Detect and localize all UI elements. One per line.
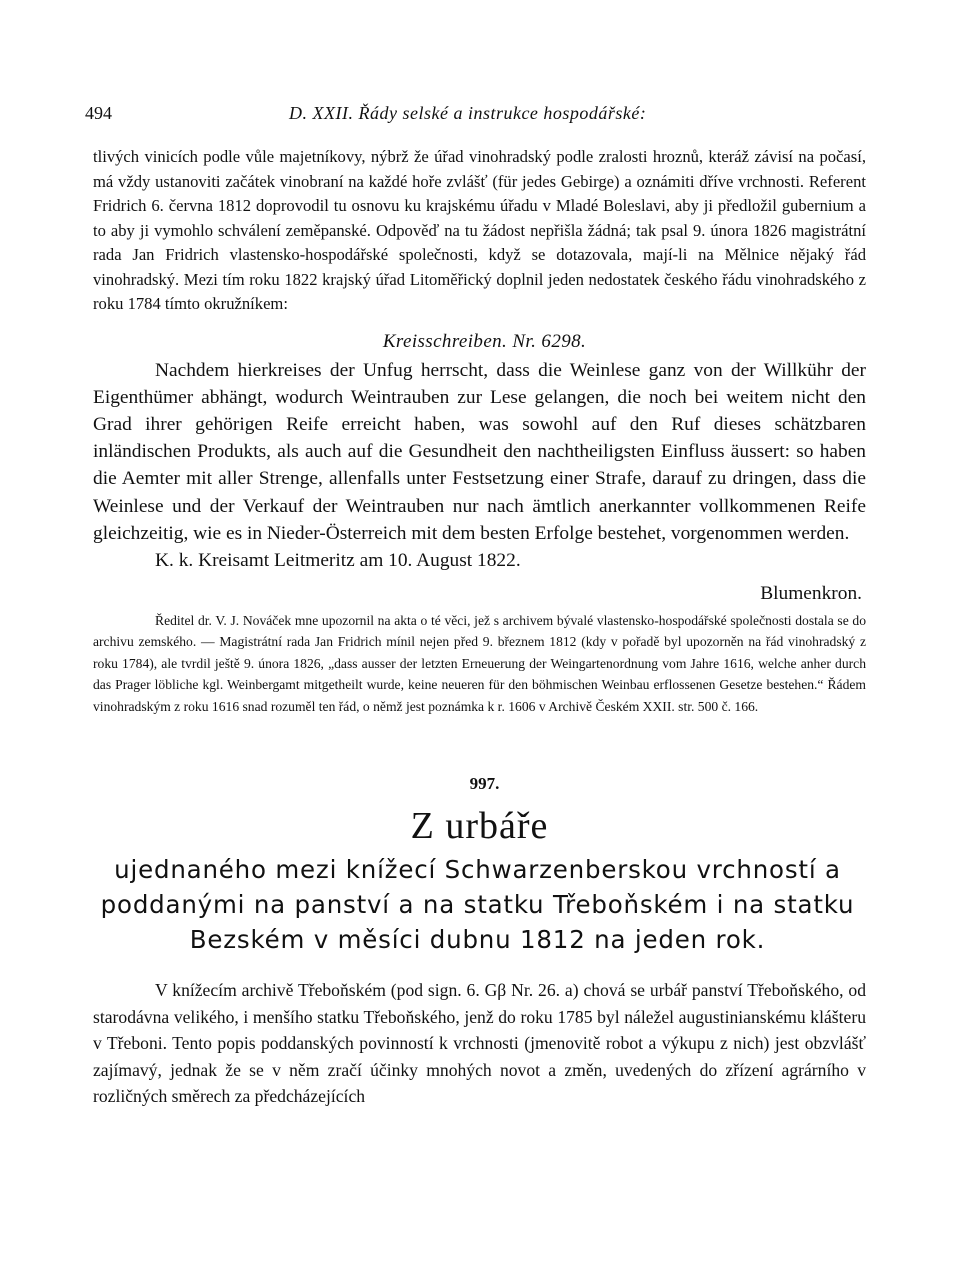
section-subtitle: ujednaného mezi knížecí Schwarzenberskou vrchností a poddanými na panství a na statku Třeboňském i na statku Bezském v měsíci dubnu 1812 na jeden rok. bbox=[100, 855, 855, 955]
document-text: Nachdem hierkreises der Unfug herrscht, dass die Weinlese ganz von der Willkühr der Eigenthümer abhängt, wodurch Weintrauben zur Lese gelangen, die noch bei weitem nicht den Grad ihrer gehörigen Reife erreicht haben, was sowohl auf den Ruf dieses schätzbaren inländischen Produkts, als auch auf die Gesundheit den nachtheiligsten Einfluss äussert: so haben die Aemter mit aller Strenge, allenfalls unter Festsetzung einer Strafe, darauf zu dringen, dass die Weinlese und der Verkauf der Weintrauben nur nach ämtlich anerkannter vollkommenen Reife gleichzeitig, wie es in Nieder-Österreich mit dem besten Erfolge bestehet, vorgenommen werden. bbox=[93, 359, 866, 544]
running-title: D. XXII. Řády selské a instrukce hospodářské: bbox=[289, 103, 647, 123]
document-signature: Blumenkron. bbox=[760, 582, 862, 604]
section-number: 997. bbox=[469, 774, 500, 794]
page-number: 494 bbox=[85, 103, 112, 123]
document-title: Kreisschreiben. Nr. 6298. bbox=[382, 330, 587, 352]
book-page bbox=[85, 103, 866, 1110]
running-header bbox=[85, 103, 866, 133]
intro-paragraph: tlivých vinicích podle vůle majetníkovy, nýbrž že úřad vinohradský podle zralosti hroznů, kteráž závisí na počasí, má vždy ustanoviti začátek vinobraní na každé hoře zvlášť (für jedes Gebirge) a oznámiti dříve vrchnosti. Referent Fridrich 6. června 1812 doprovodil tu osnovu ku krajskému úřadu v Mladé Boleslavi, aby ji předložil gubernium a to aby ji vymohlo schválení zeměpanské. Odpověď na tu žádost nepřišla žádná; tak psal 9. února 1826 magistrátní rada Jan Fridrich vlastensko-hospodářské společnosti, když se dotazovala, mají-li na Mělnice nějaký řád vinohradský. Mezi tím roku 1822 krajský úřad Litoměřický doplnil jeden nedostatek českého řádu vinohradského z roku 1784 tímto okružníkem: bbox=[93, 147, 866, 313]
document-place-date: K. k. Kreisamt Leitmeritz am 10. August 1822. bbox=[155, 549, 521, 571]
section-title: Z urbáře bbox=[410, 805, 549, 848]
footnote-paragraph: Ředitel dr. V. J. Nováček mne upozornil na akta o té věci, jež s archivem bývalé vlastensko-hospodářské společnosti dostala se do archivu zemského. — Magistrátní rada Jan Fridrich mínil nejen před 9. březnem 1812 (kdy v pořadě byl upozorněn na řád vinohradský z roku 1784), ale tvrdil ještě 9. února 1826, „dass ausser der letzten Erneuerung der Weingartenordnung vom Jahre 1616, welche anher durch das Prager löbliche kgl. Weinbergamt mitgetheilt wurde, keine neueren für den böhmischen Weinbau erflossenen Gesetze bestehen.“ Řádem vinohradským z roku 1616 snad rozuměl ten řád, o němž jest poznámka k r. 1606 v Archivě Českém XXII. str. 500 č. 166. bbox=[93, 612, 866, 714]
section-body-paragraph: V knížecím archivě Třeboňském (pod sign. 6. Gβ Nr. 26. a) chová se urbář panství Třeboňského, od starodávna velikého, i menšího statku Třeboňského, jenž do roku 1785 byl náležel augustinianskému klášteru v Třeboni. Tento popis poddanských povinností k vrchnosti (jmenovitě robot a výkupu z nich) jest obzvlášť zajímavý, jednak že se v něm zračí účinky mnohých novot a změn, uvedených do zřízení agrárního v rozličných směrech za předcházejících bbox=[93, 980, 866, 1107]
